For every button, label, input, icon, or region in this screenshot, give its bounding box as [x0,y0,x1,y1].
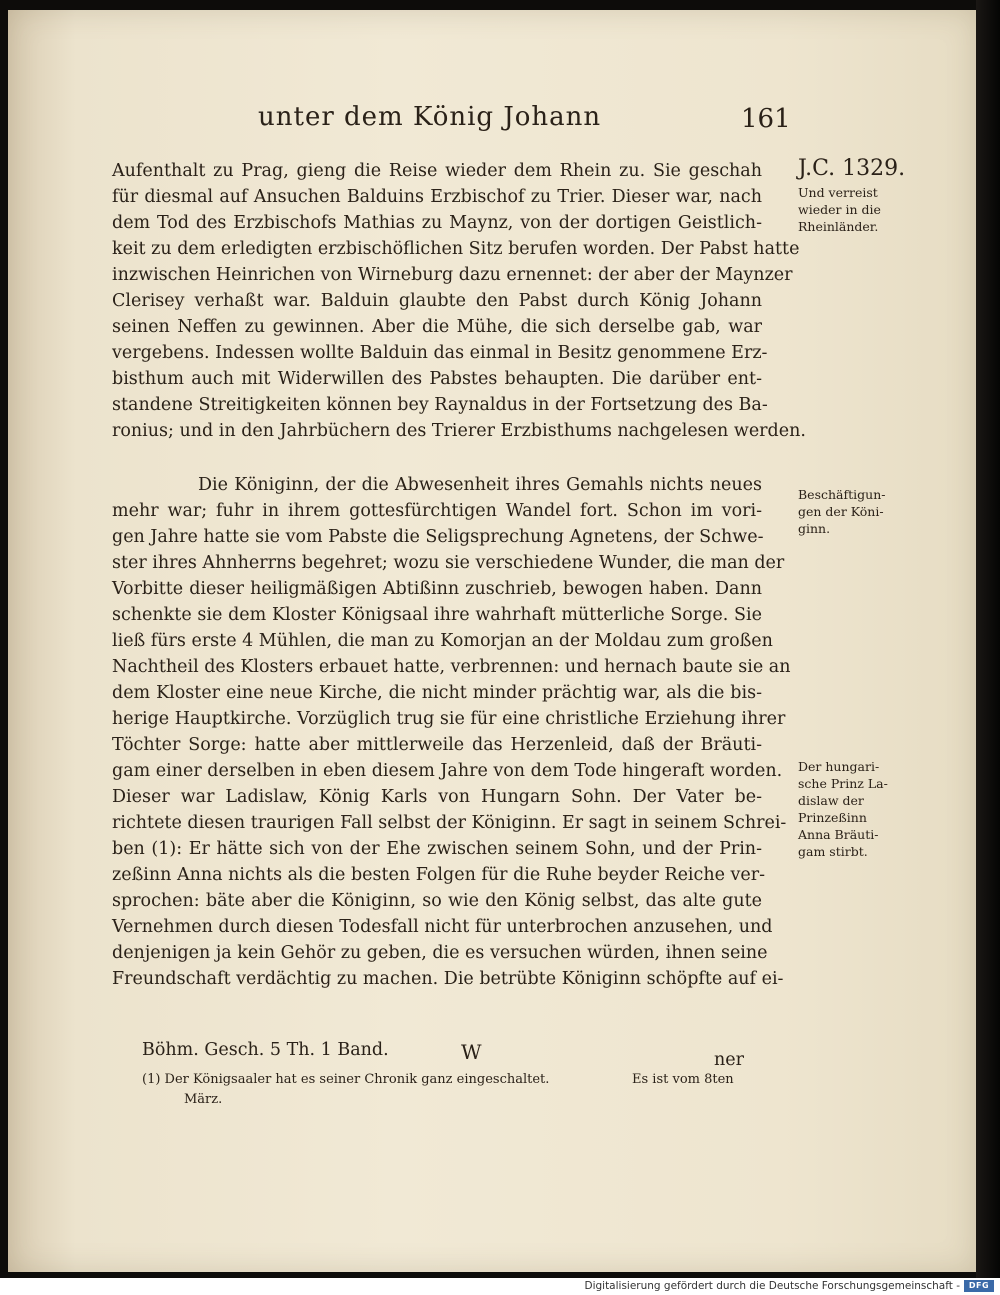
dfg-logo[interactable]: DFG [964,1280,994,1292]
margin-note-line: Und verreist [798,185,878,200]
body-line: gen Jahre hatte sie vom Pabste die Seligsprechung Agnetens, der Schwe- [112,527,764,547]
body-line: Clerisey verhaßt war. Balduin glaubte den Pabst durch König Johann [112,291,762,311]
body-line: seinen Neffen zu gewinnen. Aber die Mühe, die sich derselbe gab, war [112,317,762,337]
printer-signature: Böhm. Gesch. 5 Th. 1 Band. [142,1040,389,1060]
margin-note-line: wieder in die [798,202,881,217]
body-line: Dieser war Ladislaw, König Karls von Hungarn Sohn. Der Vater be- [112,787,762,807]
body-line: gam einer derselben in eben diesem Jahre von dem Tode hingeraft worden. [112,761,783,781]
body-line: keit zu dem erledigten erzbischöflichen Sitz berufen worden. Der Pabst hatte [112,239,800,259]
body-line: standene Streitigkeiten können bey Raynaldus in der Fortsetzung des Ba- [112,395,768,415]
body-line: inzwischen Heinrichen von Wirneburg dazu ernennet: der aber der Maynzer [112,265,793,285]
body-line: mehr war; fuhr in ihrem gottesfürchtigen Wandel fort. Schon im vori- [112,501,762,521]
margin-note-line: Anna Bräuti- [798,827,879,842]
signature-mark: W [461,1040,482,1064]
body-line: dem Kloster eine neue Kirche, die nicht minder prächtig war, als die bis- [112,683,762,703]
body-line: Freundschaft verdächtig zu machen. Die betrübte Königinn schöpfte auf ei- [112,969,784,989]
footnote-line: (1) Der Königsaaler hat es seiner Chronik ganz eingeschaltet. [142,1072,550,1087]
body-line: dem Tod des Erzbischofs Mathias zu Maynz, von der dortigen Geistlich- [112,213,762,233]
margin-note-line: Rheinländer. [798,219,879,234]
body-line: für diesmal auf Ansuchen Balduins Erzbischof zu Trier. Dieser war, nach [112,187,762,207]
margin-note-line: gam stirbt. [798,844,868,859]
body-line: ster ihres Ahnherrns begehret; wozu sie verschiedene Wunder, die man der [112,553,785,573]
body-line: Töchter Sorge: hatte aber mittlerweile das Herzenleid, daß der Bräuti- [112,735,762,755]
body-line: ließ fürs erste 4 Mühlen, die man zu Komorjan an der Moldau zum großen [112,631,773,651]
body-line: sprochen: bäte aber die Königinn, so wie den König selbst, das alte gute [112,891,762,911]
body-line: bisthum auch mit Widerwillen des Pabstes behaupten. Die darüber ent- [112,369,762,389]
margin-note-line: sche Prinz La- [798,776,888,791]
margin-note-line: Prinzeßinn [798,810,867,825]
catchword: ner [714,1050,744,1070]
page-number: 161 [741,104,791,134]
body-line: Die Königinn, der die Abwesenheit ihres Gemahls nichts neues [198,475,762,495]
body-line: vergebens. Indessen wollte Balduin das einmal in Besitz genommene Erz- [112,343,768,363]
margin-note-line: gen der Köni- [798,504,884,519]
margin-note-line: Der hungari- [798,759,880,774]
body-line: Aufenthalt zu Prag, gieng die Reise wieder dem Rhein zu. Sie geschah [112,161,762,181]
body-line: denjenigen ja kein Gehör zu geben, die es versuchen würden, ihnen seine [112,943,768,963]
body-line: Vernehmen durch diesen Todesfall nicht für unterbrochen anzusehen, und [112,917,773,937]
funding-bar [0,1278,1000,1295]
margin-note-line: dislaw der [798,793,864,808]
footnote-line: März. [184,1092,223,1107]
body-line: herige Hauptkirche. Vorzüglich trug sie für eine christliche Erziehung ihrer [112,709,786,729]
margin-year: J.C. 1329. [798,156,906,181]
footnote-line: Es ist vom 8ten [632,1072,734,1087]
body-line: Nachtheil des Klosters erbauet hatte, verbrennen: und hernach baute sie an [112,657,791,677]
body-line: ben (1): Er hätte sich von der Ehe zwischen seinem Sohn, und der Prin- [112,839,762,859]
margin-note-line: Beschäftigun- [798,487,886,502]
body-line: ronius; und in den Jahrbüchern des Trierer Erzbisthums nachgelesen werden. [112,421,806,441]
body-line: zeßinn Anna nichts als die besten Folgen für die Ruhe beyder Reiche ver- [112,865,766,885]
body-line: Vorbitte dieser heiligmäßigen Abtißinn zuschrieb, bewogen haben. Dann [112,579,762,599]
scan-edge [976,0,1000,1278]
funding-text: Digitalisierung gefördert durch die Deutsche Forschungsgemeinschaft - [584,1280,960,1292]
book-page [8,10,976,1272]
body-line: richtete diesen traurigen Fall selbst der Königinn. Er sagt in seinem Schrei- [112,813,787,833]
body-line: schenkte sie dem Kloster Königsaal ihre wahrhaft mütterliche Sorge. Sie [112,605,762,625]
margin-note-line: ginn. [798,521,831,536]
running-head: unter dem König Johann [258,102,602,132]
